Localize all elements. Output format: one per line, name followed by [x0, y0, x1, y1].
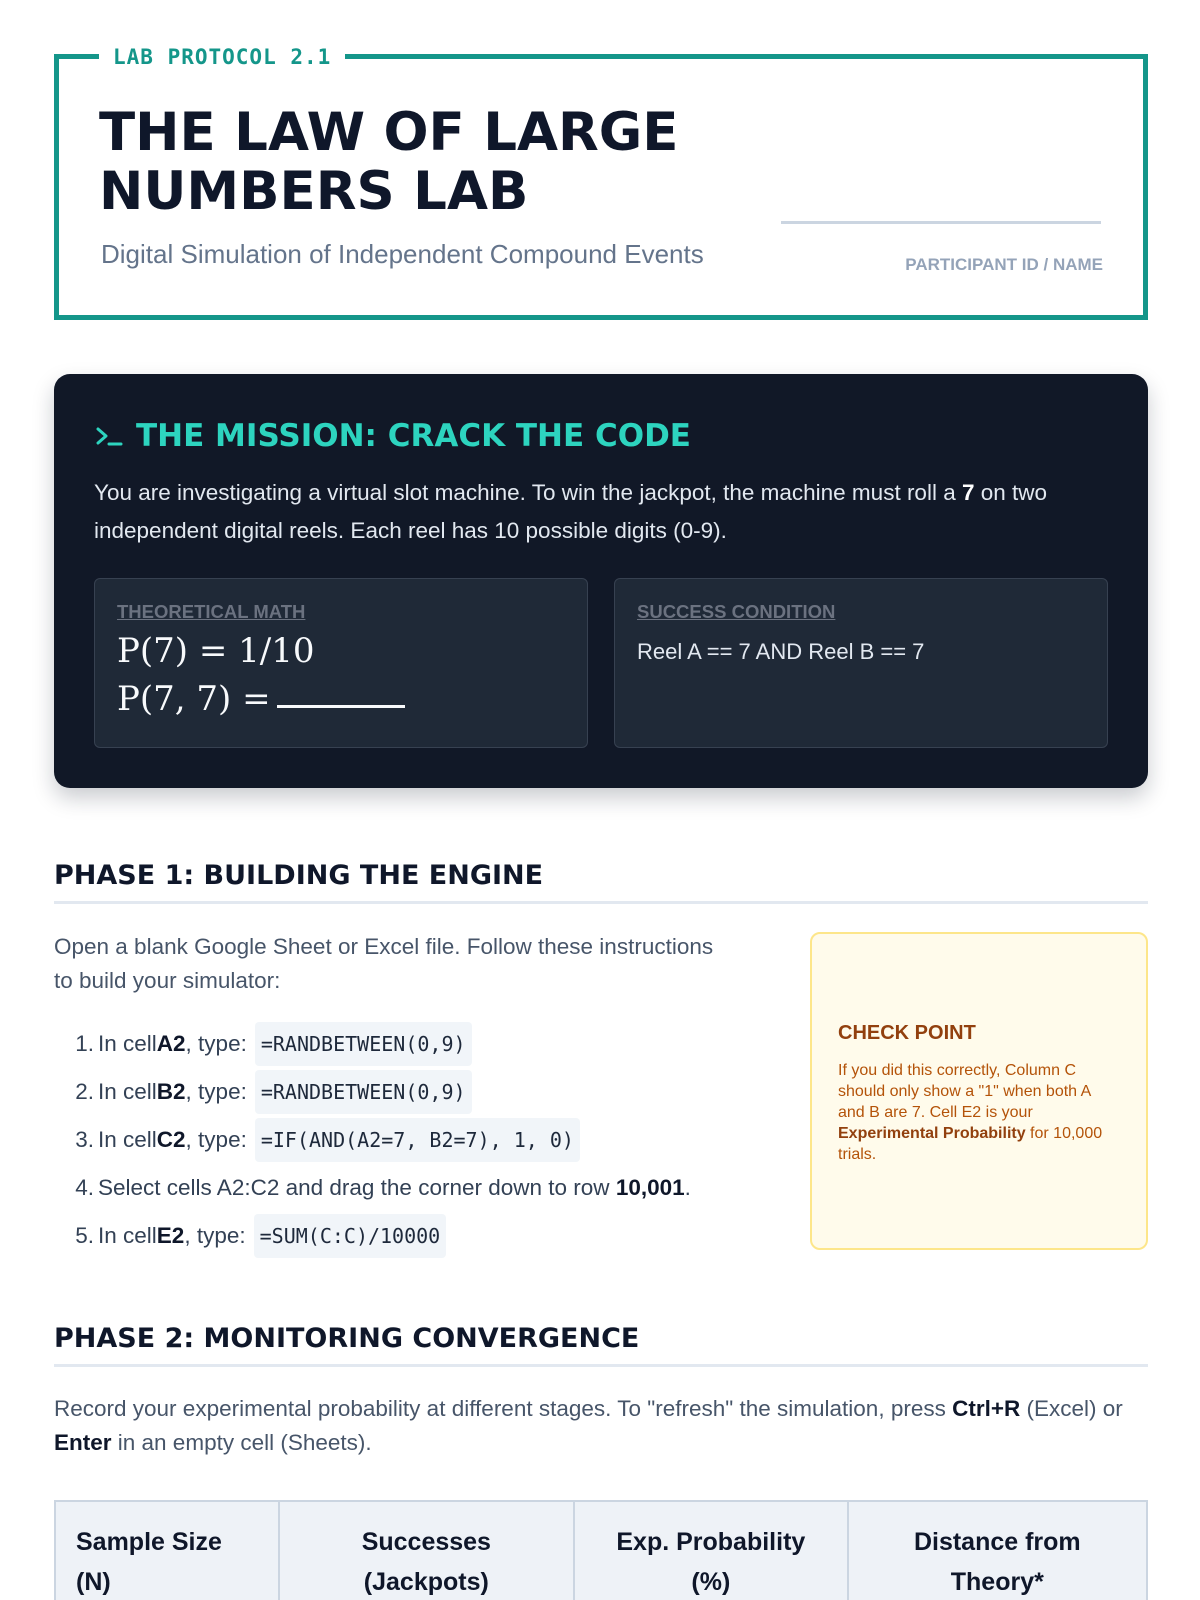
condition-label: SUCCESS CONDITION: [637, 601, 836, 622]
checkpoint-title: CHECK POINT: [838, 1022, 976, 1044]
checkpoint-bold: Experimental Probability: [838, 1125, 1026, 1142]
page-subtitle: Digital Simulation of Independent Compound Events: [101, 239, 704, 269]
step-text-mid: , type:: [185, 1079, 247, 1104]
mission-text-part1: You are investigating a virtual slot machine. To win the jackpot, the machine must roll a: [94, 480, 962, 505]
theory-line-2-text: P(7, 7) =: [117, 679, 271, 719]
theory-line-1: P(7) = 1/10: [117, 631, 315, 671]
phase1-title: PHASE 1: BUILDING THE ENGINE: [54, 860, 1148, 904]
step-item: [54, 1212, 794, 1260]
step-number: 1.: [75, 1031, 94, 1056]
phase2-text-part2: (Excel) or: [1020, 1396, 1123, 1421]
step-cell: B2: [156, 1079, 186, 1104]
header-successes: Successes (Jackpots): [279, 1501, 574, 1600]
step-number: 5.: [75, 1223, 94, 1248]
header-distance: Distance from Theory*: [848, 1501, 1147, 1600]
checkpoint-box: [810, 932, 1148, 1250]
mission-description: [94, 474, 1114, 550]
phase2-text-part1: Record your experimental probability at different stages. To "refresh" the simulation, press: [54, 1396, 953, 1421]
step-text-mid: , type:: [185, 1031, 247, 1056]
step-text: In cell: [98, 1127, 157, 1152]
step-text-mid: , type:: [185, 1127, 247, 1152]
step-item: [54, 1068, 794, 1116]
step-text: In cell: [98, 1031, 157, 1056]
step-text: In cell: [98, 1079, 157, 1104]
participant-label: PARTICIPANT ID / NAME: [905, 255, 1103, 274]
theory-line-2: [117, 679, 405, 719]
success-condition-card: [614, 578, 1108, 748]
table-header-row: [55, 1501, 1147, 1600]
step-text-mid: .: [684, 1175, 691, 1200]
terminal-prompt-icon: [94, 421, 124, 451]
formula-code: =RANDBETWEEN(0,9): [255, 1022, 472, 1066]
step-cell: C2: [156, 1127, 186, 1152]
step-text: In cell: [98, 1223, 157, 1248]
key-ctrl-r: Ctrl+R: [952, 1396, 1021, 1421]
mission-card: [54, 374, 1148, 788]
step-number: 4.: [75, 1175, 94, 1200]
mission-text-part2: on two independent digital reels. Each reel has 10 possible digits (0-9).: [94, 480, 1048, 543]
step-item: [54, 1164, 794, 1212]
answer-blank[interactable]: [277, 705, 405, 708]
phase2-title: PHASE 2: MONITORING CONVERGENCE: [54, 1323, 1148, 1367]
step-cell: E2: [156, 1223, 185, 1248]
step-text-mid: , type:: [184, 1223, 246, 1248]
page-title: THE LAW OF LARGE NUMBERS LAB: [99, 102, 679, 222]
step-text: Select cells A2:C2 and drag the corner down to row: [98, 1175, 610, 1200]
step-item: [54, 1020, 794, 1068]
step-number: 2.: [75, 1079, 94, 1104]
step-row-count: 10,001: [615, 1175, 685, 1200]
mission-title: THE MISSION: CRACK THE CODE: [136, 418, 691, 454]
checkpoint-tail: for 10,000 trials.: [838, 1125, 1103, 1163]
step-cell: A2: [156, 1031, 186, 1056]
formula-code: =RANDBETWEEN(0,9): [255, 1070, 472, 1114]
key-enter: Enter: [54, 1430, 112, 1455]
formula-code: =SUM(C:C)/10000: [254, 1214, 447, 1258]
phase1-intro: Open a blank Google Sheet or Excel file. Follow these instructions to build your simulator:: [54, 934, 714, 993]
header-sample-size: Sample Size (N): [55, 1501, 279, 1600]
instruction-steps: [54, 1020, 794, 1260]
header-exp-probability: Exp. Probability (%): [574, 1501, 848, 1600]
participant-name-field[interactable]: [781, 221, 1101, 224]
condition-text: Reel A == 7 AND Reel B == 7: [637, 639, 925, 664]
theoretical-math-card: [94, 578, 588, 748]
phase2-instructions: [54, 1392, 1148, 1460]
step-number: 3.: [75, 1127, 94, 1152]
step-item: [54, 1116, 794, 1164]
mission-header: [94, 418, 691, 454]
header-box: [54, 45, 1148, 320]
mission-text-bold: 7: [961, 480, 975, 505]
convergence-table: [54, 1500, 1148, 1600]
protocol-tag: LAB PROTOCOL 2.1: [99, 42, 345, 72]
theory-label: THEORETICAL MATH: [117, 601, 306, 622]
phase2-text-part3: in an empty cell (Sheets).: [111, 1430, 372, 1455]
formula-code: =IF(AND(A2=7, B2=7), 1, 0): [255, 1118, 580, 1162]
checkpoint-text-main: If you did this correctly, Column C should only show a "1" when both A and B are 7. Cell E2 is your: [838, 1062, 1091, 1121]
checkpoint-text: [838, 1060, 1118, 1165]
